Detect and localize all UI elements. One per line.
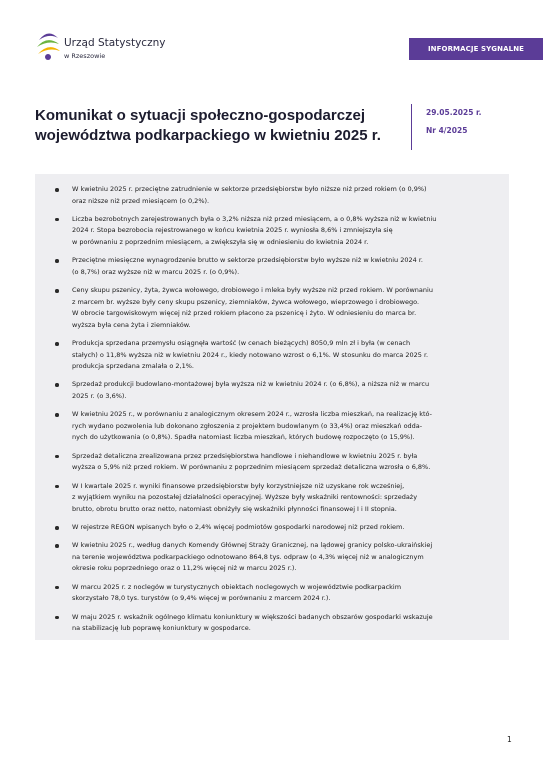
- divider: [411, 104, 412, 150]
- bullet-line: z marcem br. wyższe były ceny skupu pszenicy, ziemniaków, żywca wołowego, wieprzowego i drobiowego.: [72, 297, 420, 306]
- bullet-line: Produkcja sprzedana przemysłu osiągnęła wartość (w cenach bieżących) 8050,9 mln zł i była (w cenach: [72, 339, 411, 348]
- bullet-line: okresie roku poprzedniego oraz o 11,2% więcej niż w marcu 2025 r.).: [72, 564, 297, 573]
- bullet-line: brutto, obrotu brutto oraz netto, natomiast obniżyły się wskaźniki płynności finansowej I i II stopnia.: [72, 504, 397, 513]
- bullet-line: wyższa o 5,9% niż przed rokiem. W porównaniu z poprzednim miesiącem sprzedaż detaliczna wzrosła o 6,8%.: [72, 463, 431, 472]
- bullet-line: 2024 r. Stopa bezrobocia rejestrowanego w końcu kwietnia 2025 r. wyniosła 8,6% i zmniejszyła się: [72, 226, 393, 235]
- bullet-item: [35, 214, 497, 249]
- bullet-line: Ceny skupu pszenicy, żyta, żywca wołowego, drobiowego i mleka były wyższe niż przed rokiem. W porównaniu: [72, 286, 433, 295]
- bullet-line: wyższa była cena żyta i ziemniaków.: [72, 320, 191, 329]
- bullet-item: [35, 451, 497, 474]
- bullet-item: [35, 612, 497, 635]
- bullet-line: stałych) o 11,8% wyższa niż w kwietniu 2024 r., kiedy notowano wzrost o 6,1%. W stosunku do marca 2025 r.: [72, 350, 429, 359]
- bullet-line: Przeciętne miesięczne wynagrodzenie brutto w sektorze przedsiębiorstw było wyższe niż w kwietniu 2024 r.: [72, 256, 423, 265]
- bullet-line: W kwietniu 2025 r. przeciętne zatrudnienie w sektorze przedsiębiorstw było niższe niż przed rokiem (o 0,9%): [72, 185, 427, 193]
- bullet-line: oraz niższe niż przed miesiącem (o 0,2%).: [72, 196, 210, 205]
- bullet-line: 2025 r. (o 3,6%).: [72, 391, 127, 400]
- logo-region: w Rzeszowie: [64, 52, 106, 60]
- bullet-item: [35, 379, 497, 402]
- logo-name: Urząd Statystyczny: [64, 37, 166, 49]
- bullet-line: w porównaniu z poprzednim miesiącem, a zwiększyła się w odniesieniu do kwietnia 2024 r.: [72, 237, 369, 246]
- bullet-line: na stabilizację lub poprawę koniunktury w gospodarce.: [72, 624, 251, 633]
- bullet-line: W obrocie targowiskowym więcej niż przed rokiem płacono za pszenicę i żyto. W odniesieniu do marca br.: [72, 309, 417, 318]
- bullet-line: na terenie województwa podkarpackiego odnotowano 864,8 tys. odpraw (o 4,3% więcej niż w analogicznym: [72, 552, 424, 561]
- bullet-line: skorzystało 78,0 tys. turystów (o 9,4% więcej w porównaniu z marcem 2024 r.).: [72, 594, 331, 603]
- bullet-item: [35, 285, 497, 331]
- bullet-line: z wyjątkiem wyniku na pozostałej działalności operacyjnej. Wyższe były wskaźniki rentowności: sprzedaży: [72, 493, 418, 502]
- bullet-list: [35, 174, 509, 635]
- bullet-item: [35, 522, 497, 534]
- summary-panel: [35, 174, 509, 640]
- bullet-line: W marcu 2025 r. z noclegów w turystycznych obiektach noclegowych w województwie podkarpackim: [72, 582, 402, 591]
- bullet-item: [35, 255, 497, 278]
- bullet-line: Sprzedaż detaliczna zrealizowana przez przedsiębiorstwa handlowe i niehandlowe w kwietniu 2025 r. była: [72, 451, 418, 460]
- bullet-item: [35, 481, 497, 516]
- bullet-line: Sprzedaż produkcji budowlano-montażowej była wyższa niż w kwietniu 2024 r. (o 6,8%), a niższa niż w marcu: [72, 380, 430, 389]
- bullet-line: produkcja sprzedana zmalała o 2,1%.: [72, 362, 194, 371]
- bullet-line: W rejestrze REGON wpisanych było o 2,4% więcej podmiotów gospodarki narodowej niż przed rokiem.: [72, 523, 405, 532]
- category-badge: INFORMACJE SYGNALNE: [409, 38, 543, 60]
- bullet-line: W kwietniu 2025 r., w porównaniu z analogicznym okresem 2024 r., wzrosła liczba mieszkań, na realizację któ-: [72, 410, 433, 419]
- title-line: Komunikat o sytuacji społeczno-gospodarczej: [35, 107, 366, 124]
- title-line: województwa podkarpackiego w kwietniu 2025 r.: [35, 127, 381, 144]
- logo-emblem-icon: [35, 30, 61, 62]
- bullet-line: W I kwartale 2025 r. wyniki finansowe przedsiębiorstw były korzystniejsze niż uzyskane rok wcześniej,: [72, 481, 405, 490]
- bullet-line: rych wydano pozwolenia lub dokonano zgłoszenia z projektem budowlanym (o 33,4%) oraz mieszkań odda-: [72, 421, 423, 430]
- bullet-item: [35, 540, 497, 575]
- bullet-item: [35, 184, 497, 207]
- page-title: [35, 106, 395, 146]
- bullet-line: (o 8,7%) oraz wyższe niż w marcu 2025 r. (o 0,9%).: [72, 267, 240, 276]
- logo: [35, 30, 175, 70]
- publication-date: 29.05.2025 r.: [426, 108, 482, 117]
- bullet-item: [35, 582, 497, 605]
- bullet-line: W maju 2025 r. wskaźnik ogólnego klimatu koniunktury w większości badanych obszarów gospodarki wskazuje: [72, 612, 433, 621]
- bullet-line: W kwietniu 2025 r., według danych Komendy Głównej Straży Granicznej, na lądowej granicy polsko-ukraińskiej: [72, 541, 433, 550]
- bullet-line: nych do użytkowania (o 0,8%). Spadła natomiast liczba mieszkań, których budowę rozpoczęto (o 15,9%).: [72, 433, 415, 442]
- page-number: 1: [507, 735, 512, 744]
- bullet-item: [35, 409, 497, 444]
- publication-number: Nr 4/2025: [426, 126, 468, 135]
- bullet-line: Liczba bezrobotnych zarejestrowanych była o 3,2% niższa niż przed miesiącem, a o 0,8% wyższa niż w kwietniu: [72, 214, 437, 223]
- bullet-item: [35, 338, 497, 373]
